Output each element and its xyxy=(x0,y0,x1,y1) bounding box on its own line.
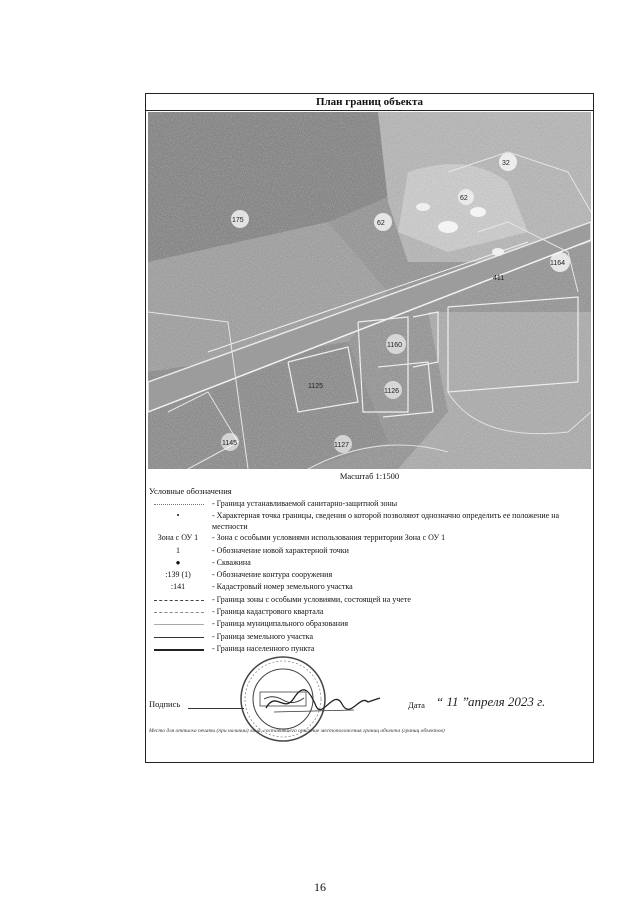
map-label: 32 xyxy=(502,160,510,167)
legend-row xyxy=(146,618,593,630)
legend-row xyxy=(146,594,593,606)
legend-row xyxy=(146,498,593,510)
legend-row xyxy=(146,631,593,643)
date-day: “ 11 ” xyxy=(436,694,469,709)
legend-description: - Скважина xyxy=(212,557,251,567)
map-label: 1127 xyxy=(334,442,350,449)
boundary-plan-frame xyxy=(145,93,594,763)
legend-symbol xyxy=(146,643,210,655)
map-scale: Масштаб 1:1500 xyxy=(339,471,400,481)
legend-symbol xyxy=(146,618,210,630)
date-label: Дата xyxy=(408,700,425,710)
signature-label: Подпись xyxy=(149,699,181,709)
legend-symbol: :141 xyxy=(170,582,186,592)
page-number: 16 xyxy=(314,880,326,894)
legend-description: - Граница населенного пункта xyxy=(212,643,315,653)
map-label: 62 xyxy=(377,220,385,227)
legend-description: - Граница земельного участка xyxy=(212,631,313,641)
map-graphic xyxy=(148,112,591,469)
stamp-footnote: Место для оттиска печати (при наличии) лица, составившего описание местоположения границ объекта (границ объектов) xyxy=(149,728,445,734)
legend-description: - Зона с особыми условиями использования территории Зона с ОУ 1 xyxy=(212,533,446,543)
legend-row xyxy=(146,557,593,569)
cadastral-map xyxy=(148,112,591,469)
legend xyxy=(146,498,593,655)
legend-row xyxy=(146,532,593,544)
legend-description: - Граница зоны с особыми условиями, состоящей на учете xyxy=(212,594,411,604)
map-label: 1164 xyxy=(550,260,566,267)
map-label: 1125 xyxy=(308,383,324,390)
legend-symbol xyxy=(146,498,210,510)
legend-symbol xyxy=(146,631,210,643)
legend-description: - Характерная точка границы, сведения о которой позволяют однозначно определить ее положение на местности xyxy=(212,511,560,531)
map-label: 1160 xyxy=(387,342,403,349)
legend-title: Условные обозначения xyxy=(149,486,232,496)
legend-symbol xyxy=(146,594,210,606)
legend-symbol: Зона с ОУ 1 xyxy=(157,533,199,543)
legend-row xyxy=(146,510,593,532)
legend-description: - Граница муниципального образования xyxy=(212,619,349,629)
legend-symbol: 1 xyxy=(176,545,180,555)
legend-description: - Кадастровый номер земельного участка xyxy=(212,582,353,592)
legend-row xyxy=(146,606,593,618)
legend-symbol: :139 (1) xyxy=(165,570,191,580)
plan-title: План границ объекта xyxy=(146,94,593,111)
legend-description: - Граница кадастрового квартала xyxy=(212,607,324,617)
map-label: 1145 xyxy=(222,440,238,447)
legend-description: - Граница устанавливаемой санитарно-защитной зоны xyxy=(212,499,398,508)
legend-row xyxy=(146,569,593,581)
legend-row xyxy=(146,643,593,655)
date-month-year: апреля 2023 г. xyxy=(468,694,546,709)
map-label: 175 xyxy=(232,217,244,224)
legend-row xyxy=(146,581,593,593)
signature-line xyxy=(188,708,244,709)
legend-symbol: ● xyxy=(175,557,181,567)
map-label: 62 xyxy=(460,195,468,202)
legend-description: - Обозначение новой характерной точки xyxy=(212,545,349,555)
legend-row xyxy=(146,545,593,557)
legend-symbol: • xyxy=(176,511,180,521)
legend-symbol xyxy=(146,606,210,618)
legend-description: - Обозначение контура сооружения xyxy=(212,570,333,580)
map-label: 1126 xyxy=(384,388,400,395)
map-label: 411 xyxy=(493,275,505,282)
handwritten-signature xyxy=(264,686,384,716)
